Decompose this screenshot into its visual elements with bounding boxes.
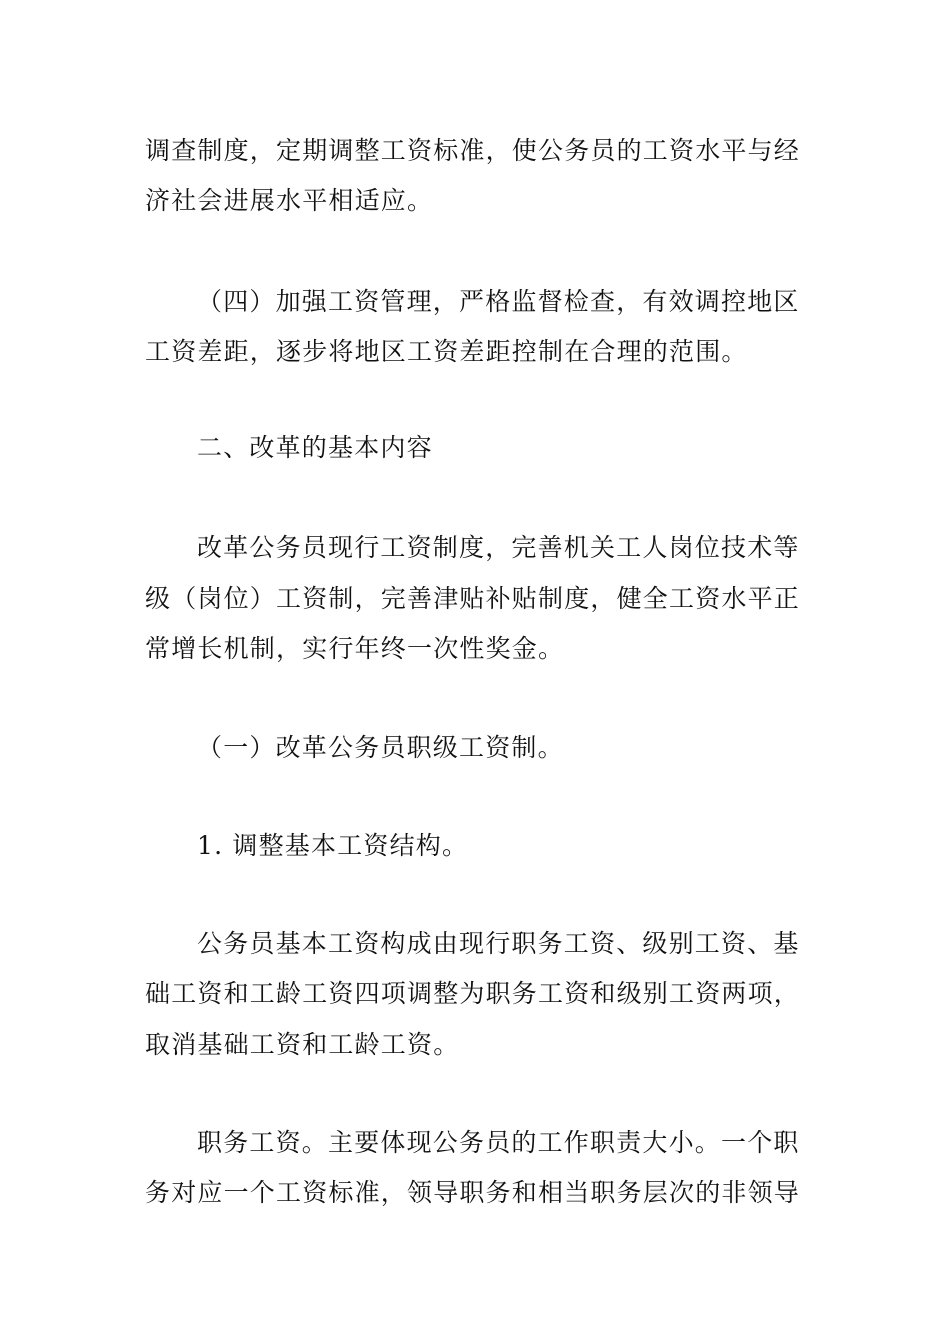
paragraph-line: 调查制度，定期调整工资标准，使公务员的工资水平与经 <box>145 136 801 165</box>
paragraph-line: 常增长机制，实行年终一次性奖金。 <box>145 634 565 663</box>
paragraph-line: （四）加强工资管理，严格监督检查，有效调控地区 <box>197 287 800 316</box>
paragraph-line: 改革公务员现行工资制度，完善机关工人岗位技术等 <box>197 533 800 562</box>
subsection-heading: （一）改革公务员职级工资制。 <box>197 733 564 762</box>
paragraph-line: 职务工资。主要体现公务员的工作职责大小。一个职 <box>197 1128 800 1157</box>
paragraph-line: 础工资和工龄工资四项调整为职务工资和级别工资两项， <box>145 979 801 1008</box>
paragraph-line: 公务员基本工资构成由现行职务工资、级别工资、基 <box>197 929 800 958</box>
paragraph-line: 工资差距，逐步将地区工资差距控制在合理的范围。 <box>145 337 748 366</box>
paragraph-line: 级（岗位）工资制，完善津贴补贴制度，健全工资水平正 <box>145 584 801 613</box>
item-heading: 1. 调整基本工资结构。 <box>197 831 469 860</box>
paragraph-line: 济社会进展水平相适应。 <box>145 186 434 215</box>
paragraph-line: 取消基础工资和工龄工资。 <box>145 1030 460 1059</box>
section-heading: 二、改革的基本内容 <box>197 433 433 462</box>
paragraph-line: 务对应一个工资标准，领导职务和相当职务层次的非领导 <box>145 1178 801 1207</box>
